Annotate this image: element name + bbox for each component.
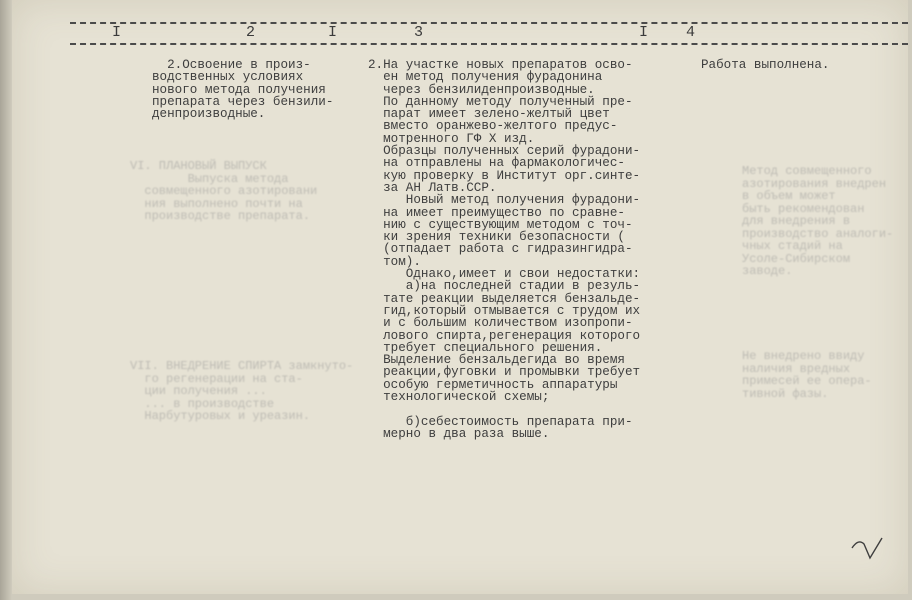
col-separator-1: I — [328, 24, 338, 41]
col-number-2: 2 — [246, 24, 256, 41]
status-cell: Работа выполнена. — [701, 58, 830, 72]
task-description-cell: 2.Освоение в произ- водственных условиях нового метода получения препарата через бензили- денпроизводные. — [152, 58, 334, 122]
col-number-3: 3 — [414, 24, 424, 41]
bleed-through-right-upper: Метод совмещенного азотирования внедрен в объем может быть рекомендован для внедрения в производство аналоги- чных стадий на Усоле-Сибирском заводе. — [742, 164, 894, 278]
bleed-through-left-upper: VI. ПЛАНОВЫЙ ВЫПУСК Выпуска метода совмещенного азотировани ния выполнено почти на производстве препарата. — [130, 159, 318, 223]
header-rule-top — [70, 22, 908, 24]
work-details-cell: 2.На участке новых препаратов осво- ен метод получения фурадонина через бензилиденпроизводные. По данному методу полученный пре- парат имеет зелено-желтый цвет вместо оранжево-желтого предус- мотренного ГФ Х изд. Образцы полученных серий фурадони- на отправлены на фармакологичес- кую проверку в Институт орг.синте- за АН Латв.ССР. Новый метод получения фурадони- на имеет преимущество по сравне- нию с существующим методом с точ- ки зрения техники безопасности ( (отпадает работа с гидразингидра- том). Однако,имеет и свои недостатки: а)на последней стадии в резуль- тате реакции выделяется бензальде- гид,который отмывается с трудом их и с большим количеством изопропи- лового спирта,регенерация которого требует специального решения. Выделение бензальдегида во время реакции,фуговки и промывки требует особую герметичность аппаратуры технологической схемы; б)себестоимость препарата при- мерно в два раза выше. — [368, 58, 641, 441]
bleed-through-right-lower: Не внедрено ввиду наличия вредных примесей ее опера- тивной фазы. — [742, 349, 872, 401]
handwritten-check-mark — [848, 534, 888, 564]
header-rule-bottom — [70, 43, 908, 45]
bleed-through-left-lower: VII. ВНЕДРЕНИЕ СПИРТА замкнуто- го регенерации на ста- ции получения ... ... в производстве Нарбутуровых и уреазин. — [130, 359, 354, 423]
binding-shadow — [0, 0, 12, 600]
document-page — [12, 0, 908, 594]
col-number-1: I — [112, 24, 122, 41]
col-separator-2: I — [639, 24, 649, 41]
col-number-4: 4 — [686, 24, 696, 41]
